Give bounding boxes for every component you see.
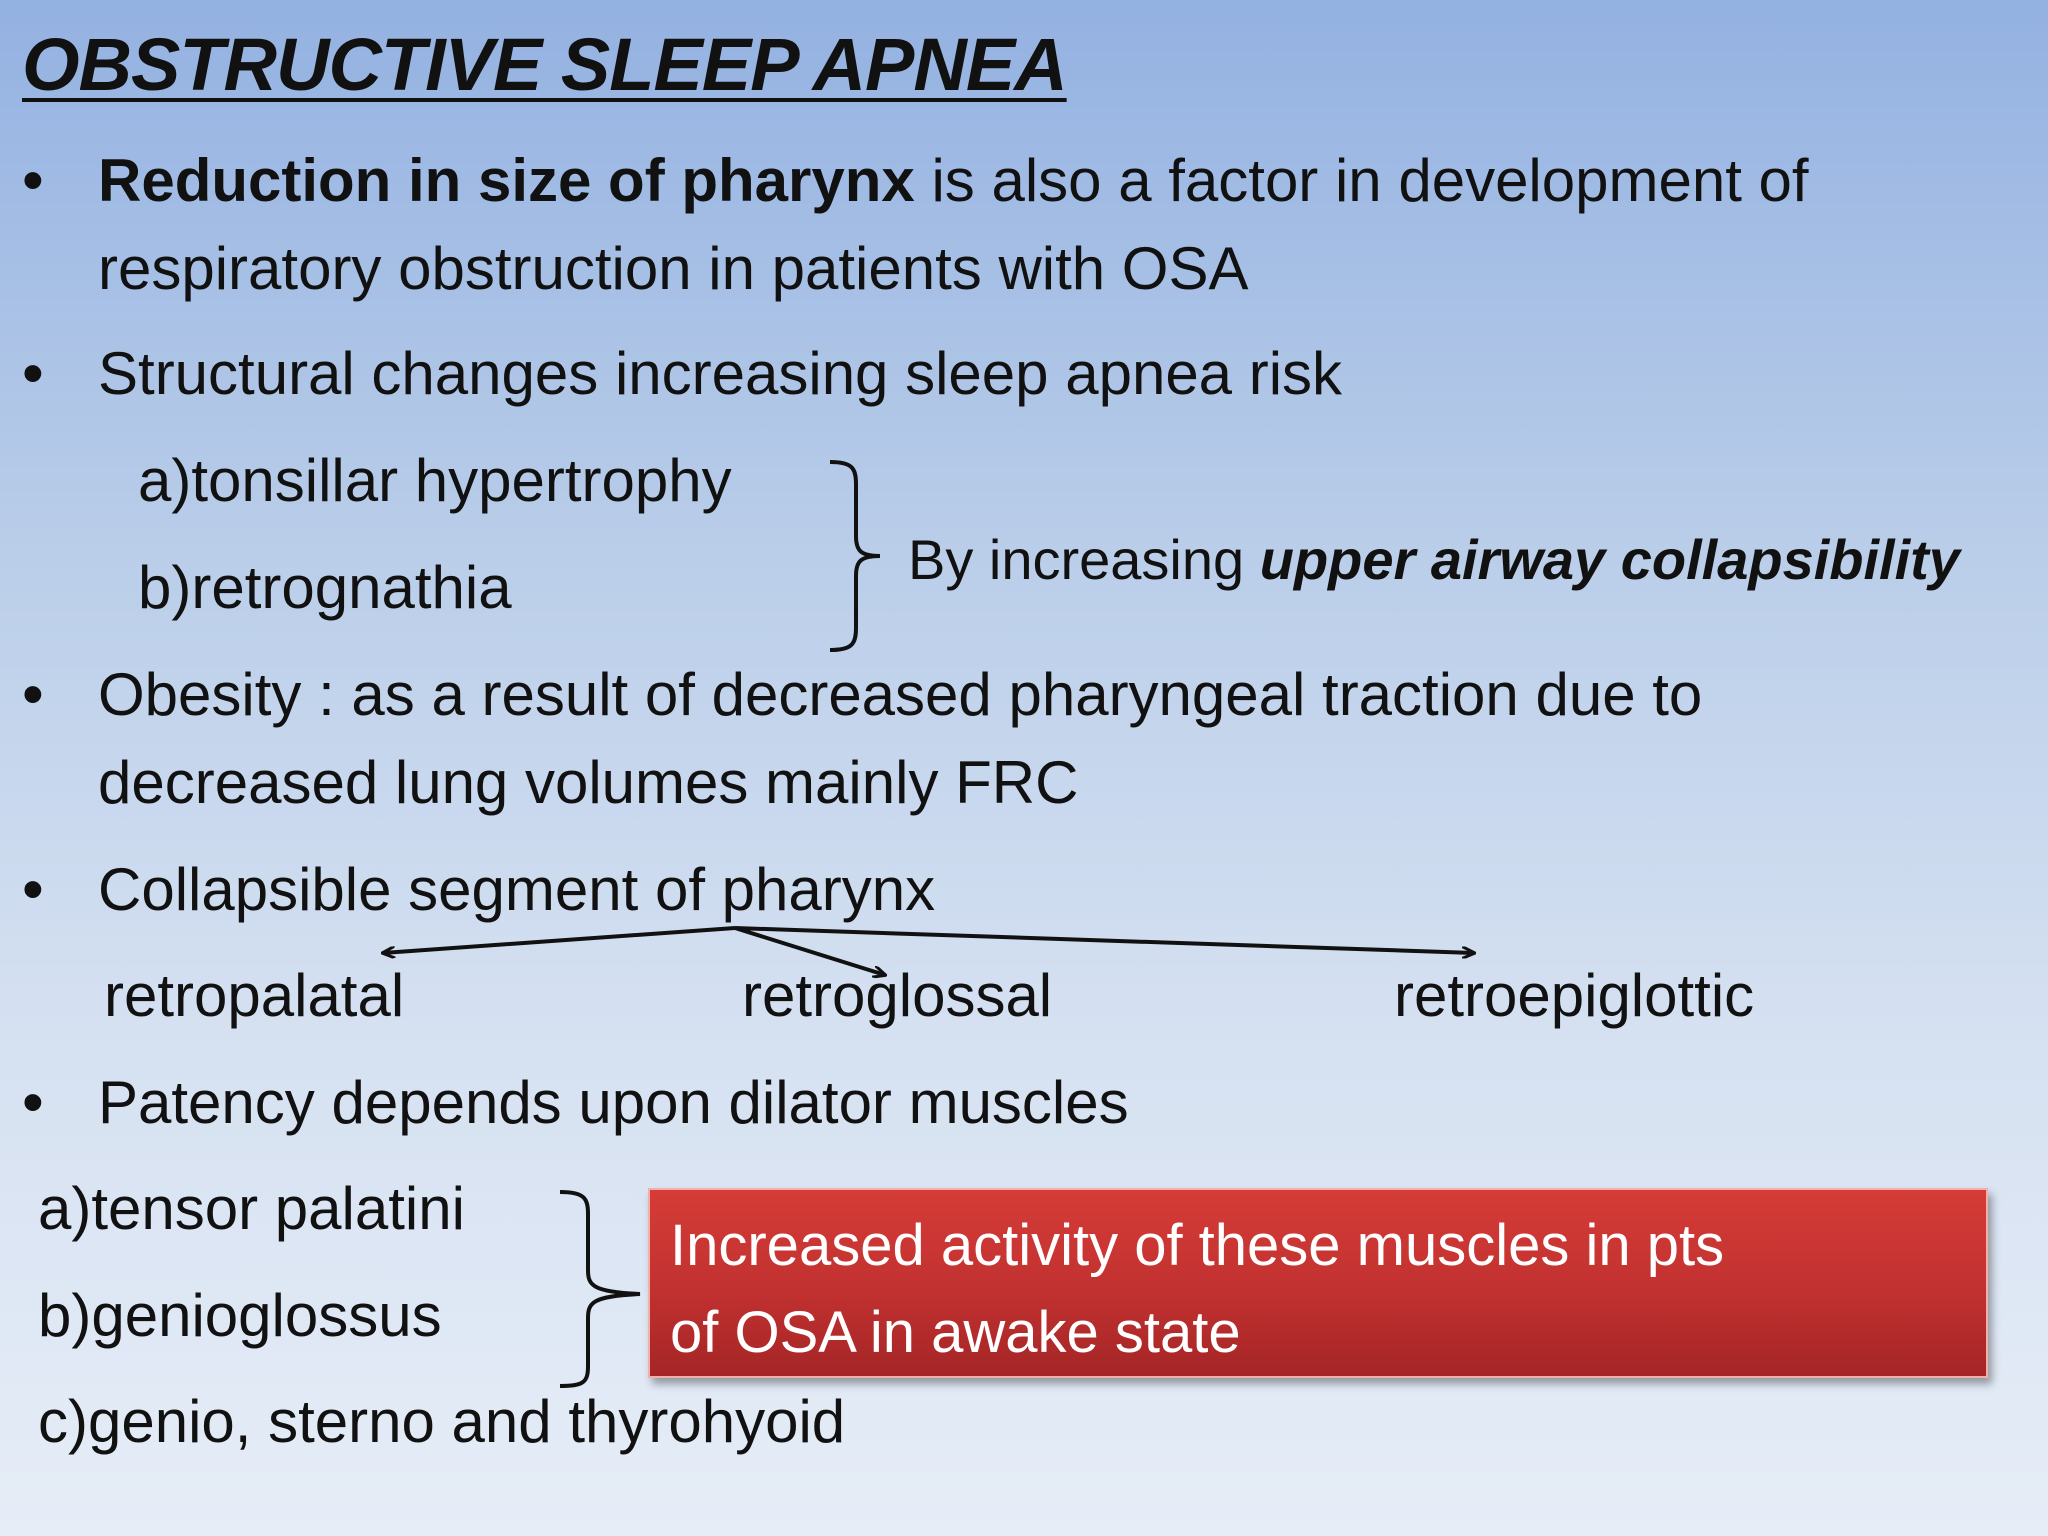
bullet-5-text: Patency depends upon dilator muscles bbox=[98, 1069, 1129, 1136]
arrow-to-retropalatal bbox=[383, 928, 735, 953]
bullet-1-dot: • bbox=[22, 146, 44, 215]
callout-line-2: of OSA in awake state bbox=[670, 1300, 1241, 1365]
bullet-4-dot: • bbox=[22, 855, 44, 924]
collapsibility-note-emphasis: upper airway collapsibility bbox=[1259, 528, 1960, 591]
bullet-1-rest: is also a factor in development of bbox=[914, 147, 1809, 214]
muscle-item-b: b)genioglossus bbox=[38, 1282, 442, 1349]
muscle-item-c: c)genio, sterno and thyrohyoid bbox=[38, 1388, 846, 1455]
structural-changes-brace bbox=[830, 462, 880, 650]
arrow-to-retroglossal bbox=[735, 928, 885, 975]
bullet-3-line-2: decreased lung volumes mainly FRC bbox=[98, 749, 1079, 816]
segment-retroepiglottic: retroepiglottic bbox=[1394, 962, 1755, 1029]
bullet-3-dot: • bbox=[22, 660, 44, 729]
callout-line-1: Increased activity of these muscles in pts bbox=[670, 1213, 1725, 1278]
bullet-4-text: Collapsible segment of pharynx bbox=[98, 856, 936, 923]
muscle-item-a: a)tensor palatini bbox=[38, 1175, 465, 1242]
dilator-muscles-brace bbox=[560, 1192, 640, 1386]
segment-retroglossal: retroglossal bbox=[742, 962, 1053, 1029]
bullet-3-line-1: Obesity : as a result of decreased pharyngeal traction due to bbox=[98, 661, 1703, 728]
structural-item-b: b)retrognathia bbox=[138, 554, 512, 621]
bullet-2-text: Structural changes increasing sleep apnea risk bbox=[98, 340, 1343, 407]
segment-retropalatal: retropalatal bbox=[104, 962, 405, 1029]
bullet-1-bold-phrase: Reduction in size of pharynx bbox=[98, 147, 915, 214]
bullet-1-line-2: respiratory obstruction in patients with OSA bbox=[98, 235, 1249, 302]
arrow-to-retroepiglottic bbox=[735, 928, 1474, 953]
bullet-2-dot: • bbox=[22, 339, 44, 408]
collapsibility-note-prefix: By increasing bbox=[908, 528, 1260, 591]
slide-title: OBSTRUCTIVE SLEEP APNEA bbox=[22, 23, 1067, 106]
bullet-5-dot: • bbox=[22, 1068, 44, 1137]
structural-item-a: a)tonsillar hypertrophy bbox=[138, 447, 732, 514]
